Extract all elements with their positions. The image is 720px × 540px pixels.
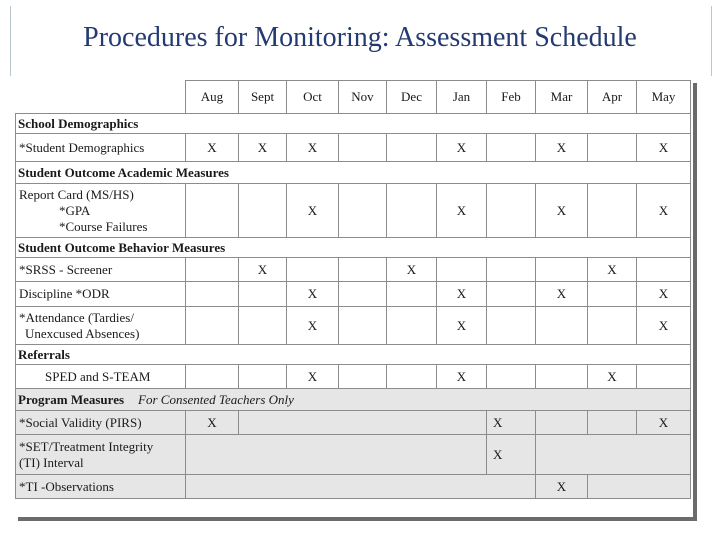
header-blank	[16, 81, 186, 114]
section-program	[16, 389, 691, 411]
cell-sept: X	[239, 258, 287, 282]
cell-oct: X	[287, 282, 339, 307]
cell-oct	[287, 258, 339, 282]
table-row	[16, 475, 691, 499]
attendance-line-2: Unexcused Absences)	[25, 325, 140, 341]
cell-dec	[387, 365, 437, 389]
cell-mar	[536, 307, 588, 345]
table-row	[16, 435, 691, 475]
table-shadow-right	[693, 83, 697, 521]
cell-feb	[487, 134, 536, 162]
table-row	[16, 258, 691, 282]
cell-aug-jan	[186, 435, 487, 475]
month-dec: Dec	[387, 81, 437, 114]
cell-feb: X	[487, 435, 536, 475]
cell-feb	[487, 307, 536, 345]
cell-mar-may	[536, 435, 691, 475]
month-mar: Mar	[536, 81, 588, 114]
month-nov: Nov	[339, 81, 387, 114]
cell-mar	[536, 365, 588, 389]
cell-apr	[588, 411, 637, 435]
cell-aug: X	[186, 134, 239, 162]
cell-oct: X	[287, 184, 339, 238]
section-label: School Demographics	[16, 114, 691, 134]
cell-mar	[536, 411, 588, 435]
row-label-srss: *SRSS - Screener	[16, 258, 186, 282]
cell-dec: X	[387, 258, 437, 282]
cell-sept	[239, 307, 287, 345]
cell-aug-feb	[186, 475, 536, 499]
section-referrals	[16, 345, 691, 365]
cell-aug	[186, 307, 239, 345]
row-label-set	[16, 435, 186, 475]
assessment-schedule-table	[15, 80, 691, 499]
cell-apr-may	[588, 475, 691, 499]
month-feb: Feb	[487, 81, 536, 114]
cell-mar: X	[536, 184, 588, 238]
cell-dec	[387, 307, 437, 345]
cell-may: X	[637, 282, 691, 307]
attendance-line-1: *Attendance (Tardies/	[19, 309, 134, 325]
cell-nov	[339, 258, 387, 282]
cell-apr: X	[588, 365, 637, 389]
page-title: Procedures for Monitoring: Assessment Schedule	[83, 22, 637, 53]
program-note: For Consented Teachers Only	[138, 391, 294, 407]
row-label-attendance	[16, 307, 186, 345]
cell-oct: X	[287, 307, 339, 345]
cell-may: X	[637, 134, 691, 162]
table-row	[16, 307, 691, 345]
row-label-ti-observations: *TI -Observations	[16, 475, 186, 499]
cell-may	[637, 365, 691, 389]
table-row	[16, 184, 691, 238]
cell-apr	[588, 307, 637, 345]
cell-aug: X	[186, 411, 239, 435]
cell-nov	[339, 365, 387, 389]
sped-label: SPED and S-TEAM	[45, 368, 151, 384]
section-school-demographics	[16, 114, 691, 134]
set-line-1: *SET/Treatment Integrity	[19, 438, 154, 454]
report-card-title: Report Card (MS/HS)	[19, 186, 134, 202]
cell-mar: X	[536, 282, 588, 307]
cell-apr: X	[588, 258, 637, 282]
cell-jan	[437, 258, 487, 282]
cell-aug	[186, 365, 239, 389]
month-apr: Apr	[588, 81, 637, 114]
cell-nov	[339, 282, 387, 307]
section-label: Student Outcome Behavior Measures	[16, 238, 691, 258]
month-may: May	[637, 81, 691, 114]
section-label: Student Outcome Academic Measures	[16, 162, 691, 184]
table-row	[16, 365, 691, 389]
cell-feb	[487, 258, 536, 282]
month-header-row	[16, 81, 691, 114]
cell-apr	[588, 184, 637, 238]
cell-nov	[339, 184, 387, 238]
cell-feb	[487, 184, 536, 238]
row-label-student-demographics: *Student Demographics	[16, 134, 186, 162]
cell-jan: X	[437, 184, 487, 238]
cell-nov	[339, 134, 387, 162]
cell-nov	[339, 307, 387, 345]
cell-mar: X	[536, 475, 588, 499]
cell-jan: X	[437, 134, 487, 162]
cell-sept: X	[239, 134, 287, 162]
month-sept: Sept	[239, 81, 287, 114]
cell-jan: X	[437, 365, 487, 389]
report-card-course-failures: *Course Failures	[59, 218, 148, 234]
cell-dec	[387, 134, 437, 162]
section-label: Referrals	[16, 345, 691, 365]
section-label	[16, 389, 691, 411]
cell-dec	[387, 282, 437, 307]
section-behavior	[16, 238, 691, 258]
cell-apr	[588, 134, 637, 162]
cell-feb	[487, 365, 536, 389]
cell-dec	[387, 184, 437, 238]
month-jan: Jan	[437, 81, 487, 114]
table-row	[16, 134, 691, 162]
row-label-report-card	[16, 184, 186, 238]
cell-mar	[536, 258, 588, 282]
cell-may: X	[637, 184, 691, 238]
cell-sept-jan	[239, 411, 487, 435]
row-label-social-validity: *Social Validity (PIRS)	[16, 411, 186, 435]
row-label-sped	[16, 365, 186, 389]
cell-aug	[186, 282, 239, 307]
cell-sept	[239, 365, 287, 389]
cell-may: X	[637, 411, 691, 435]
cell-oct: X	[287, 365, 339, 389]
table-shadow-bottom	[18, 517, 697, 521]
cell-oct: X	[287, 134, 339, 162]
month-oct: Oct	[287, 81, 339, 114]
section-academic	[16, 162, 691, 184]
cell-may	[637, 258, 691, 282]
cell-feb	[487, 282, 536, 307]
cell-aug	[186, 258, 239, 282]
cell-aug	[186, 184, 239, 238]
cell-jan: X	[437, 282, 487, 307]
cell-jan: X	[437, 307, 487, 345]
row-label-discipline: Discipline *ODR	[16, 282, 186, 307]
cell-mar: X	[536, 134, 588, 162]
table-row	[16, 282, 691, 307]
report-card-gpa: *GPA	[59, 202, 91, 218]
table-row	[16, 411, 691, 435]
cell-apr	[588, 282, 637, 307]
cell-sept	[239, 282, 287, 307]
set-line-2: (TI) Interval	[19, 454, 84, 470]
month-aug: Aug	[186, 81, 239, 114]
cell-feb: X	[487, 411, 536, 435]
program-measures-label: Program Measures	[18, 391, 125, 407]
cell-sept	[239, 184, 287, 238]
cell-may: X	[637, 307, 691, 345]
